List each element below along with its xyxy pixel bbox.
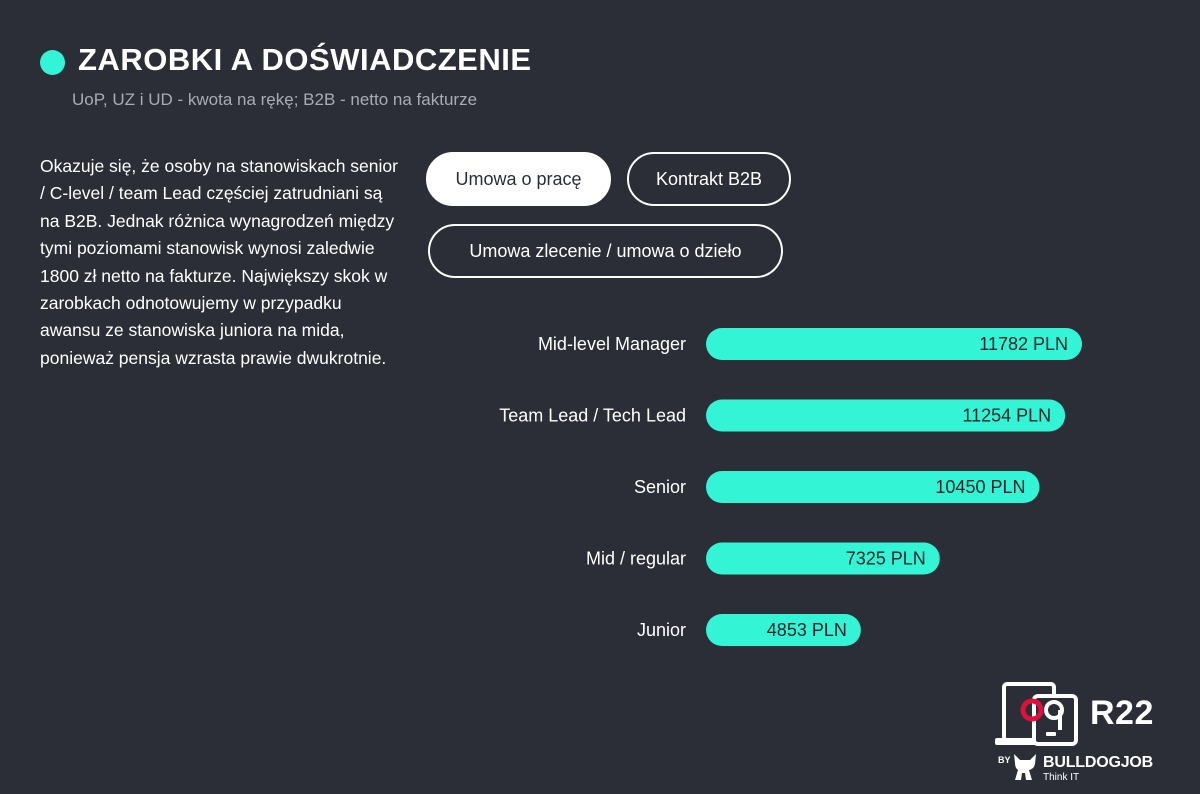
bar-category-label: Mid / regular — [585, 548, 686, 569]
bar-value-label: 7325 PLN — [845, 548, 926, 569]
brand-by: BY — [998, 755, 1011, 765]
bar-category-label: Junior — [636, 620, 686, 640]
bar-category-label: Team Lead / Tech Lead — [499, 405, 686, 426]
bar-value-label: 11782 PLN — [979, 334, 1068, 354]
bar-value-label: 10450 PLN — [935, 477, 1026, 497]
title-dot — [40, 50, 65, 75]
tab-umowa-zlecenie-o-dzielo[interactable]: Umowa zlecenie / umowa o dzieło — [428, 224, 783, 278]
tab-kontrakt-b2b[interactable]: Kontrakt B2B — [627, 152, 791, 206]
description-text: Okazuje się, że osoby na stanowiskach senior / C-level / team Lead częściej zatrudniani są na B2B. Jednak różnica wynagrodzeń między tymi poziomami stanowisk wynosi zaledwie 1800 zł netto na fakturze. Największy skok w zarobkach odnotowujemy w przypadku awansu ze stanowiska juniora na mida, ponieważ pensja wzrasta prawie dwukrotnie. — [40, 156, 398, 368]
brand-block — [990, 678, 1190, 788]
bar-value-label: 11254 PLN — [962, 405, 1052, 426]
bulldog-icon — [1010, 750, 1040, 782]
salary-bar-chart — [420, 310, 1120, 660]
page-subtitle: UoP, UZ i UD - kwota na rękę; B2B - netto na fakturze — [72, 90, 478, 109]
bar-value-label: 4853 PLN — [766, 620, 847, 640]
tab-umowa-o-prace[interactable]: Umowa o pracę — [426, 152, 611, 206]
brand-tagline: Think IT — [1043, 772, 1080, 783]
laptop-phone-r22-logo-icon — [994, 682, 1084, 752]
page-title: ZAROBKI A DOŚWIADCZENIE — [78, 42, 532, 77]
bar-category-label: Senior — [633, 477, 686, 497]
brand-name: BULLDOGJOB — [1043, 754, 1154, 771]
brand-badge: R22 — [1090, 694, 1154, 732]
bar-category-label: Mid-level Manager — [537, 334, 686, 354]
